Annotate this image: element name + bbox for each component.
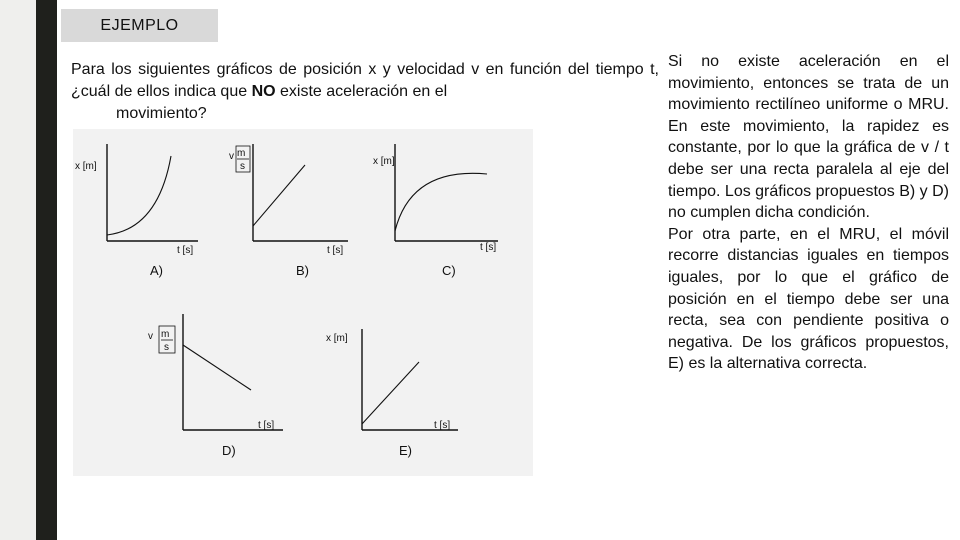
graph-b-xlabel: t [s] xyxy=(327,245,344,256)
answer-text xyxy=(668,51,949,375)
graph-e-ylabel: x [m] xyxy=(326,333,348,344)
question-part1: Para los siguientes gráficos de posición x y velocidad v en función del tiempo t, ¿cuál de ellos indica que xyxy=(71,61,659,100)
graph-d-ylabel-den: s xyxy=(164,342,169,353)
graph-b xyxy=(229,144,348,278)
graph-b-ylabel-num: m xyxy=(237,148,246,159)
graph-d-ylabel-var: v xyxy=(148,331,153,342)
graph-a xyxy=(75,144,198,278)
graph-d-caption: D) xyxy=(222,443,236,458)
graph-d-ylabel-num: m xyxy=(161,329,170,340)
graph-b-caption: B) xyxy=(296,263,309,278)
graph-c-curve xyxy=(395,173,487,231)
graph-a-curve xyxy=(107,156,171,235)
graph-d xyxy=(148,314,283,458)
question-emphasis: NO xyxy=(251,83,276,100)
graph-e xyxy=(326,329,458,458)
graph-b-ylabel-var: v xyxy=(229,151,234,162)
question-part3: movimiento? xyxy=(116,105,207,122)
graph-d-line xyxy=(183,345,251,390)
graph-e-xlabel: t [s] xyxy=(434,420,451,431)
left-margin-strip xyxy=(0,0,36,540)
answer-paragraph-1: Si no existe aceleración en el movimiento, entonces se trata de un movimiento rectilíneo uniforme o MRU. En este movimiento, la rapidez es constante, por lo que la gráfica de v / t debe ser una recta paralela al eje del tiempo. Los gráficos propuestos B) y D) no cumplen dicha condición. xyxy=(668,53,950,222)
graphs-svg xyxy=(73,129,533,476)
graphs-figure xyxy=(73,129,533,476)
example-tag xyxy=(61,9,218,42)
graph-d-xlabel: t [s] xyxy=(258,420,275,431)
graph-c xyxy=(373,144,498,278)
graph-e-caption: E) xyxy=(399,443,412,458)
left-accent-bar xyxy=(36,0,57,540)
graph-a-caption: A) xyxy=(150,263,163,278)
graph-b-line xyxy=(253,165,305,226)
graph-b-ylabel-den: s xyxy=(240,161,245,172)
answer-paragraph-2: Por otra parte, en el MRU, el móvil recorre distancias iguales en tiempos iguales, por lo que el gráfico de posición en el tiempo debe ser una recta, sea con pendiente positiva o negativa. De los gráficos propuestos, E) es la alternativa correcta. xyxy=(668,225,949,373)
graph-c-ylabel: x [m] xyxy=(373,156,395,167)
graph-a-xlabel: t [s] xyxy=(177,245,194,256)
graph-a-ylabel: x [m] xyxy=(75,161,97,172)
graph-e-line xyxy=(362,362,419,424)
example-tag-label: EJEMPLO xyxy=(100,16,179,34)
question-part2: existe aceleración en el xyxy=(275,83,448,100)
question-text xyxy=(71,59,659,125)
graph-c-caption: C) xyxy=(442,263,456,278)
graph-c-xlabel: t [s] xyxy=(480,242,497,253)
